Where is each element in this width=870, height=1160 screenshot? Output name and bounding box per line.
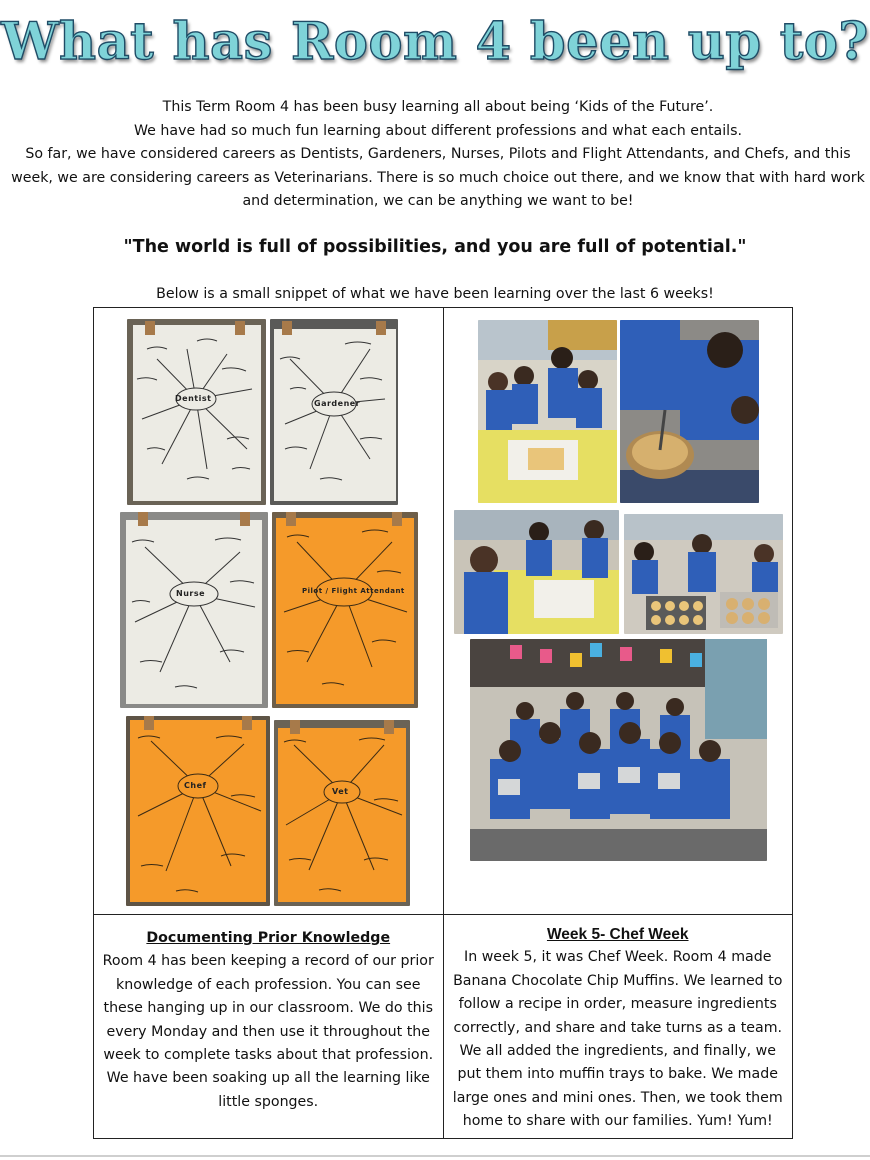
chef-week-photos-cell: [443, 308, 793, 915]
chef-week-photo-4: [624, 514, 783, 634]
quote: "The world is full of possibilities, and you are full of potential.": [123, 237, 747, 257]
gardener-label: Gardener: [314, 399, 361, 408]
content-grid: [93, 307, 793, 1139]
chef-week-photo-2: [620, 320, 759, 503]
chef-week-photo-5: [470, 639, 767, 861]
intro-line-3: So far, we have considered careers as Dentists, Gardeners, Nurses, Pilots and Flight Attendants, and Chefs, and this week, we are considering careers as Veterinarians. There is so much choice out there, and we know that with hard work and determination, we can be anything we want to be!: [11, 146, 865, 210]
snippet-line: Below is a small snippet of what we have been learning over the last 6 weeks!: [156, 286, 714, 302]
chef-poster-photo: [126, 716, 270, 906]
page-title: What has Room 4 been up to?: [1, 12, 869, 72]
chef-week-photo-1: [478, 320, 617, 503]
nurse-label: Nurse: [176, 589, 206, 598]
vet-poster-photo: [274, 720, 410, 906]
footer-divider: [0, 1155, 870, 1157]
chef-label: Chef: [184, 781, 207, 790]
chef-week-body: In week 5, it was Chef Week. Room 4 made Banana Chocolate Chip Muffins. We learned to follow a recipe in order, measure ingredients correctly, and share and take turns as a team. We all added the ingredients, and finally, we put them into muffin trays to bake. We made large ones and mini ones. Then, we took them home to share with our families. Yum! Yum!: [452, 949, 783, 1130]
dentist-poster-photo: [127, 319, 266, 505]
prior-knowledge-body: Room 4 has been keeping a record of our prior knowledge of each profession. You can see these hanging up in our classroom. We do this every Monday and then use it throughout the week to complete tasks about that profession. We have been soaking up all the learning like little sponges.: [102, 953, 434, 1110]
nurse-poster-photo: [120, 512, 268, 708]
intro-line-1: This Term Room 4 has been busy learning all about being ‘Kids of the Future’.: [162, 99, 714, 115]
chef-week-panel: [443, 915, 793, 1139]
posters-cell: [94, 308, 444, 915]
intro-text: [8, 96, 868, 214]
chef-week-photo-3: [454, 510, 619, 634]
prior-knowledge-heading: Documenting Prior Knowledge: [146, 930, 391, 946]
prior-knowledge-panel: [94, 915, 444, 1139]
chef-week-heading: Week 5- Chef Week: [546, 926, 689, 943]
pilot-poster-photo: [272, 512, 418, 708]
dentist-label: Dentist: [175, 394, 212, 403]
vet-label: Vet: [332, 787, 349, 796]
gardener-poster-photo: [270, 319, 398, 505]
intro-line-2: We have had so much fun learning about different professions and what each entails.: [133, 122, 743, 139]
pilot-label: Pilot / Flight Attendant: [302, 587, 405, 595]
